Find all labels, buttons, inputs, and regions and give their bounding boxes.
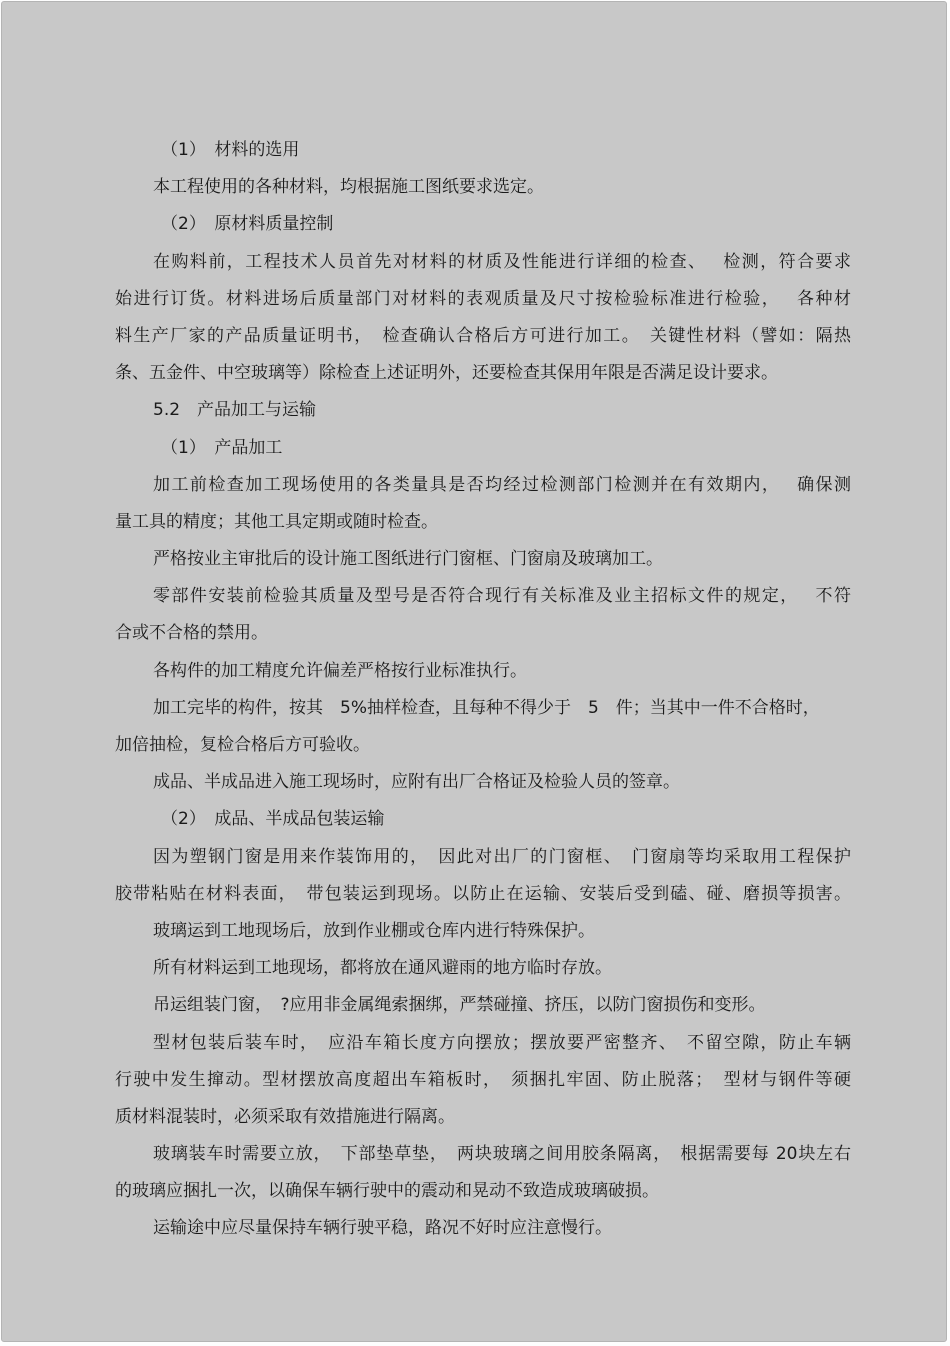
paragraph-line: 加工完毕的构件，按其 5%抽样检查，且每种不得少于 5 件；当其中一件不合格时， [153,697,820,718]
paragraph-line: 合或不合格的禁用。 [115,623,268,644]
paragraph-line: 零部件安装前检验其质量及型号是否符合现行有关标准及业主招标文件的规定， 不符 [153,586,851,607]
paragraph-line: 始进行订货。材料进场后质量部门对材料的表观质量及尺寸按检验标准进行检验， 各种材 [115,288,851,309]
paragraph-line: 料生产厂家的产品质量证明书， 检查确认合格后方可进行加工。 关键性材料（譬如：隔热 [115,325,851,346]
paragraph-line: 量工具的精度；其他工具定期或随时检查。 [115,511,438,532]
subheading-raw-material-quality: （2） 原材料质量控制 [161,214,334,235]
paragraph-line: 严格按业主审批后的设计施工图纸进行门窗框、门窗扇及玻璃加工。 [153,549,663,570]
paragraph-line: 加工前检查加工现场使用的各类量具是否均经过检测部门检测并在有效期内， 确保测 [153,474,851,495]
subheading-material-selection: （1） 材料的选用 [161,140,300,160]
paragraph-line: 玻璃装车时需要立放， 下部垫草垫， 两块玻璃之间用胶条隔离， 根据需要每 20块左右 [153,1144,851,1165]
paragraph-line: 型材包装后装车时， 应沿车箱长度方向摆放；摆放要严密整齐、 不留空隙，防止车辆 [153,1032,851,1053]
subheading-packaging-transport: （2） 成品、半成品包装运输 [161,809,385,830]
document-body [115,132,851,1248]
paragraph-line: 因为塑钢门窗是用来作装饰用的， 因此对出厂的门窗框、 门窗扇等均采取用工程保护 [153,846,851,867]
paragraph-line: 成品、半成品进入施工现场时，应附有出厂合格证及检验人员的签章。 [153,772,680,793]
paragraph-line: 胶带粘贴在材料表面， 带包装运到现场。以防止在运输、安装后受到磕、碰、磨损等损害。 [115,883,851,904]
paragraph-line: 条、五金件、中空玻璃等）除检查上述证明外，还要检查其保用年限是否满足设计要求。 [115,363,778,384]
paragraph-line: 吊运组装门窗， ?应用非金属绳索捆绑，严禁碰撞、挤压，以防门窗损伤和变形。 [153,995,766,1016]
paragraph-line: 所有材料运到工地现场，都将放在通风避雨的地方临时存放。 [153,958,612,979]
paragraph-line: 各构件的加工精度允许偏差严格按行业标准执行。 [153,660,527,681]
paragraph-line: 本工程使用的各种材料，均根据施工图纸要求选定。 [153,177,544,198]
paragraph-line: 在购料前，工程技术人员首先对材料的材质及性能进行详细的检查、 检测，符合要求 [153,251,851,272]
paragraph-line: 行驶中发生撺动。型材摆放高度超出车箱板时， 须捆扎牢固、防止脱落； 型材与钢件等硬 [115,1069,851,1090]
paragraph-line: 运输途中应尽量保持车辆行驶平稳，路况不好时应注意慢行。 [153,1218,612,1239]
section-heading-5-2: 5.2 产品加工与运输 [153,400,317,421]
subheading-product-processing: （1） 产品加工 [161,437,283,458]
paragraph-line: 质材料混装时，必须采取有效措施进行隔离。 [115,1106,455,1127]
paragraph-line: 加倍抽检，复检合格后方可验收。 [115,735,370,755]
paragraph-line: 的玻璃应捆扎一次，以确保车辆行驶中的震动和晃动不致造成玻璃破损。 [115,1181,659,1202]
document-page [1,1,947,1342]
paragraph-line: 玻璃运到工地现场后，放到作业棚或仓库内进行特殊保护。 [153,920,595,941]
